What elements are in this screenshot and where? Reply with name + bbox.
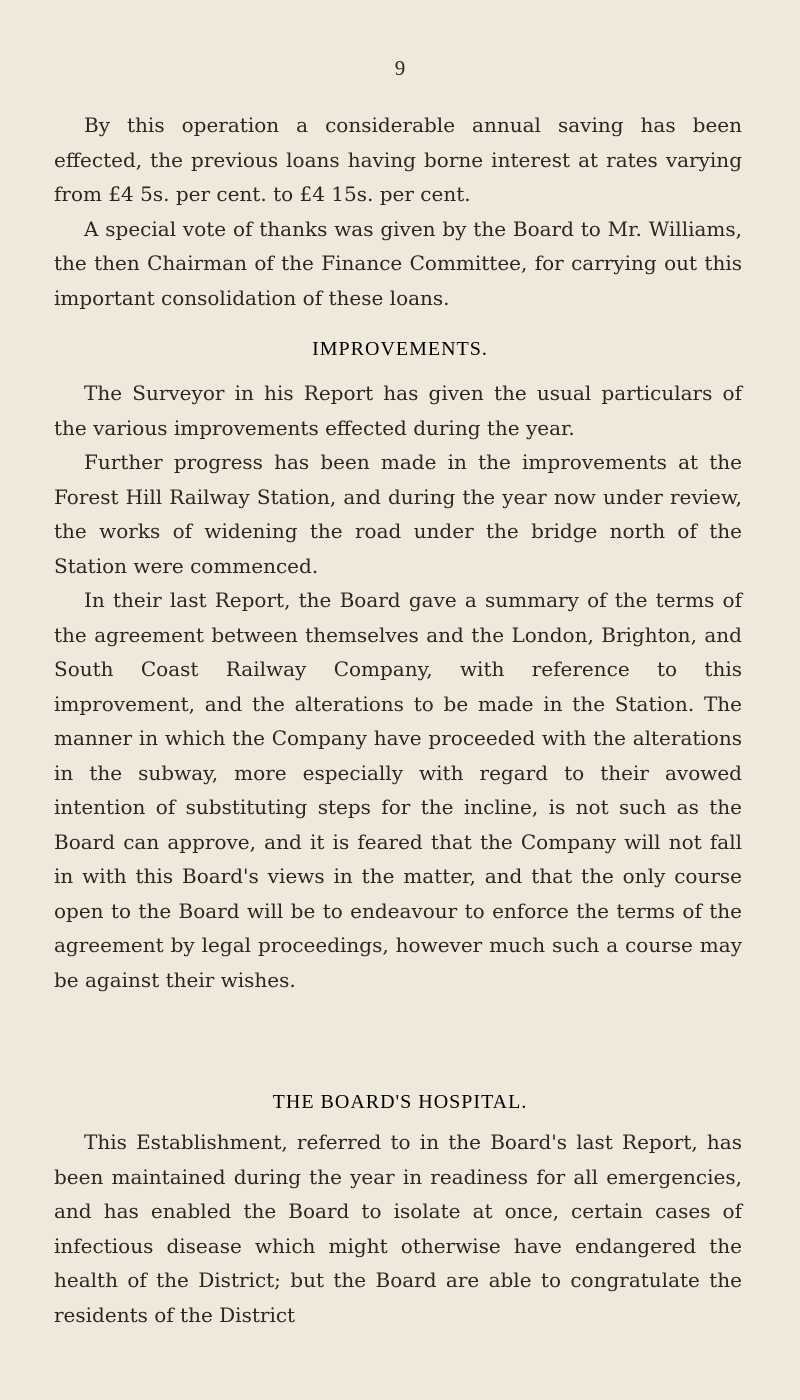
paragraph: This Establishment, referred to in the Board's last Report, has been maintained during the year in readiness for all emergencies, and has enabled the Board to isolate at once, certain cases of infectious disease which might otherwise have endangered the health of the District; but the Board are able to congratulate the residents of the District [54,1130,742,1327]
intro-text [54,108,742,315]
section-heading-hospital [0,1085,800,1119]
paragraph: The Surveyor in his Report has given the usual particulars of the various improvements effected during the year. [54,381,742,440]
section-heading-improvements [0,332,800,366]
hospital-text [54,1125,742,1332]
paragraph: In their last Report, the Board gave a summary of the terms of the agreement between themselves and the London, Brighton, and South Coast Railway Company, with reference to this improvement, and the alterations to be made in the Station. The manner in which the Company have proceeded with the alterations in the subway, more especially with regard to their avowed intention of substituting steps for the incline, is not such as the Board can approve, and it is feared that the Company will not fall in with this Board's views in the matter, and that the only course open to the Board will be to endeavour to enforce the terms of the agreement by legal proceedings, however much such a course may be against their wishes. [54,588,742,992]
paragraph: Further progress has been made in the improvements at the Forest Hill Railway Station, and during the year now under review, the works of widening the road under the bridge north of the Station were commenced. [54,450,742,578]
page-number: 9 [394,56,406,80]
improvements-text [54,376,742,997]
paragraph: A special vote of thanks was given by the Board to Mr. Williams, the then Chairman of the Finance Committee, for carrying out this important consolidation of these loans. [54,216,742,310]
section-heading: THE BOARD'S HOSPITAL. [272,1091,528,1113]
section-heading: IMPROVEMENTS. [312,338,488,360]
paragraph: By this operation a considerable annual saving has been effected, the previous loans having borne interest at rates varying from £4 5s. per cent. to £4 15s. per cent. [54,113,742,206]
